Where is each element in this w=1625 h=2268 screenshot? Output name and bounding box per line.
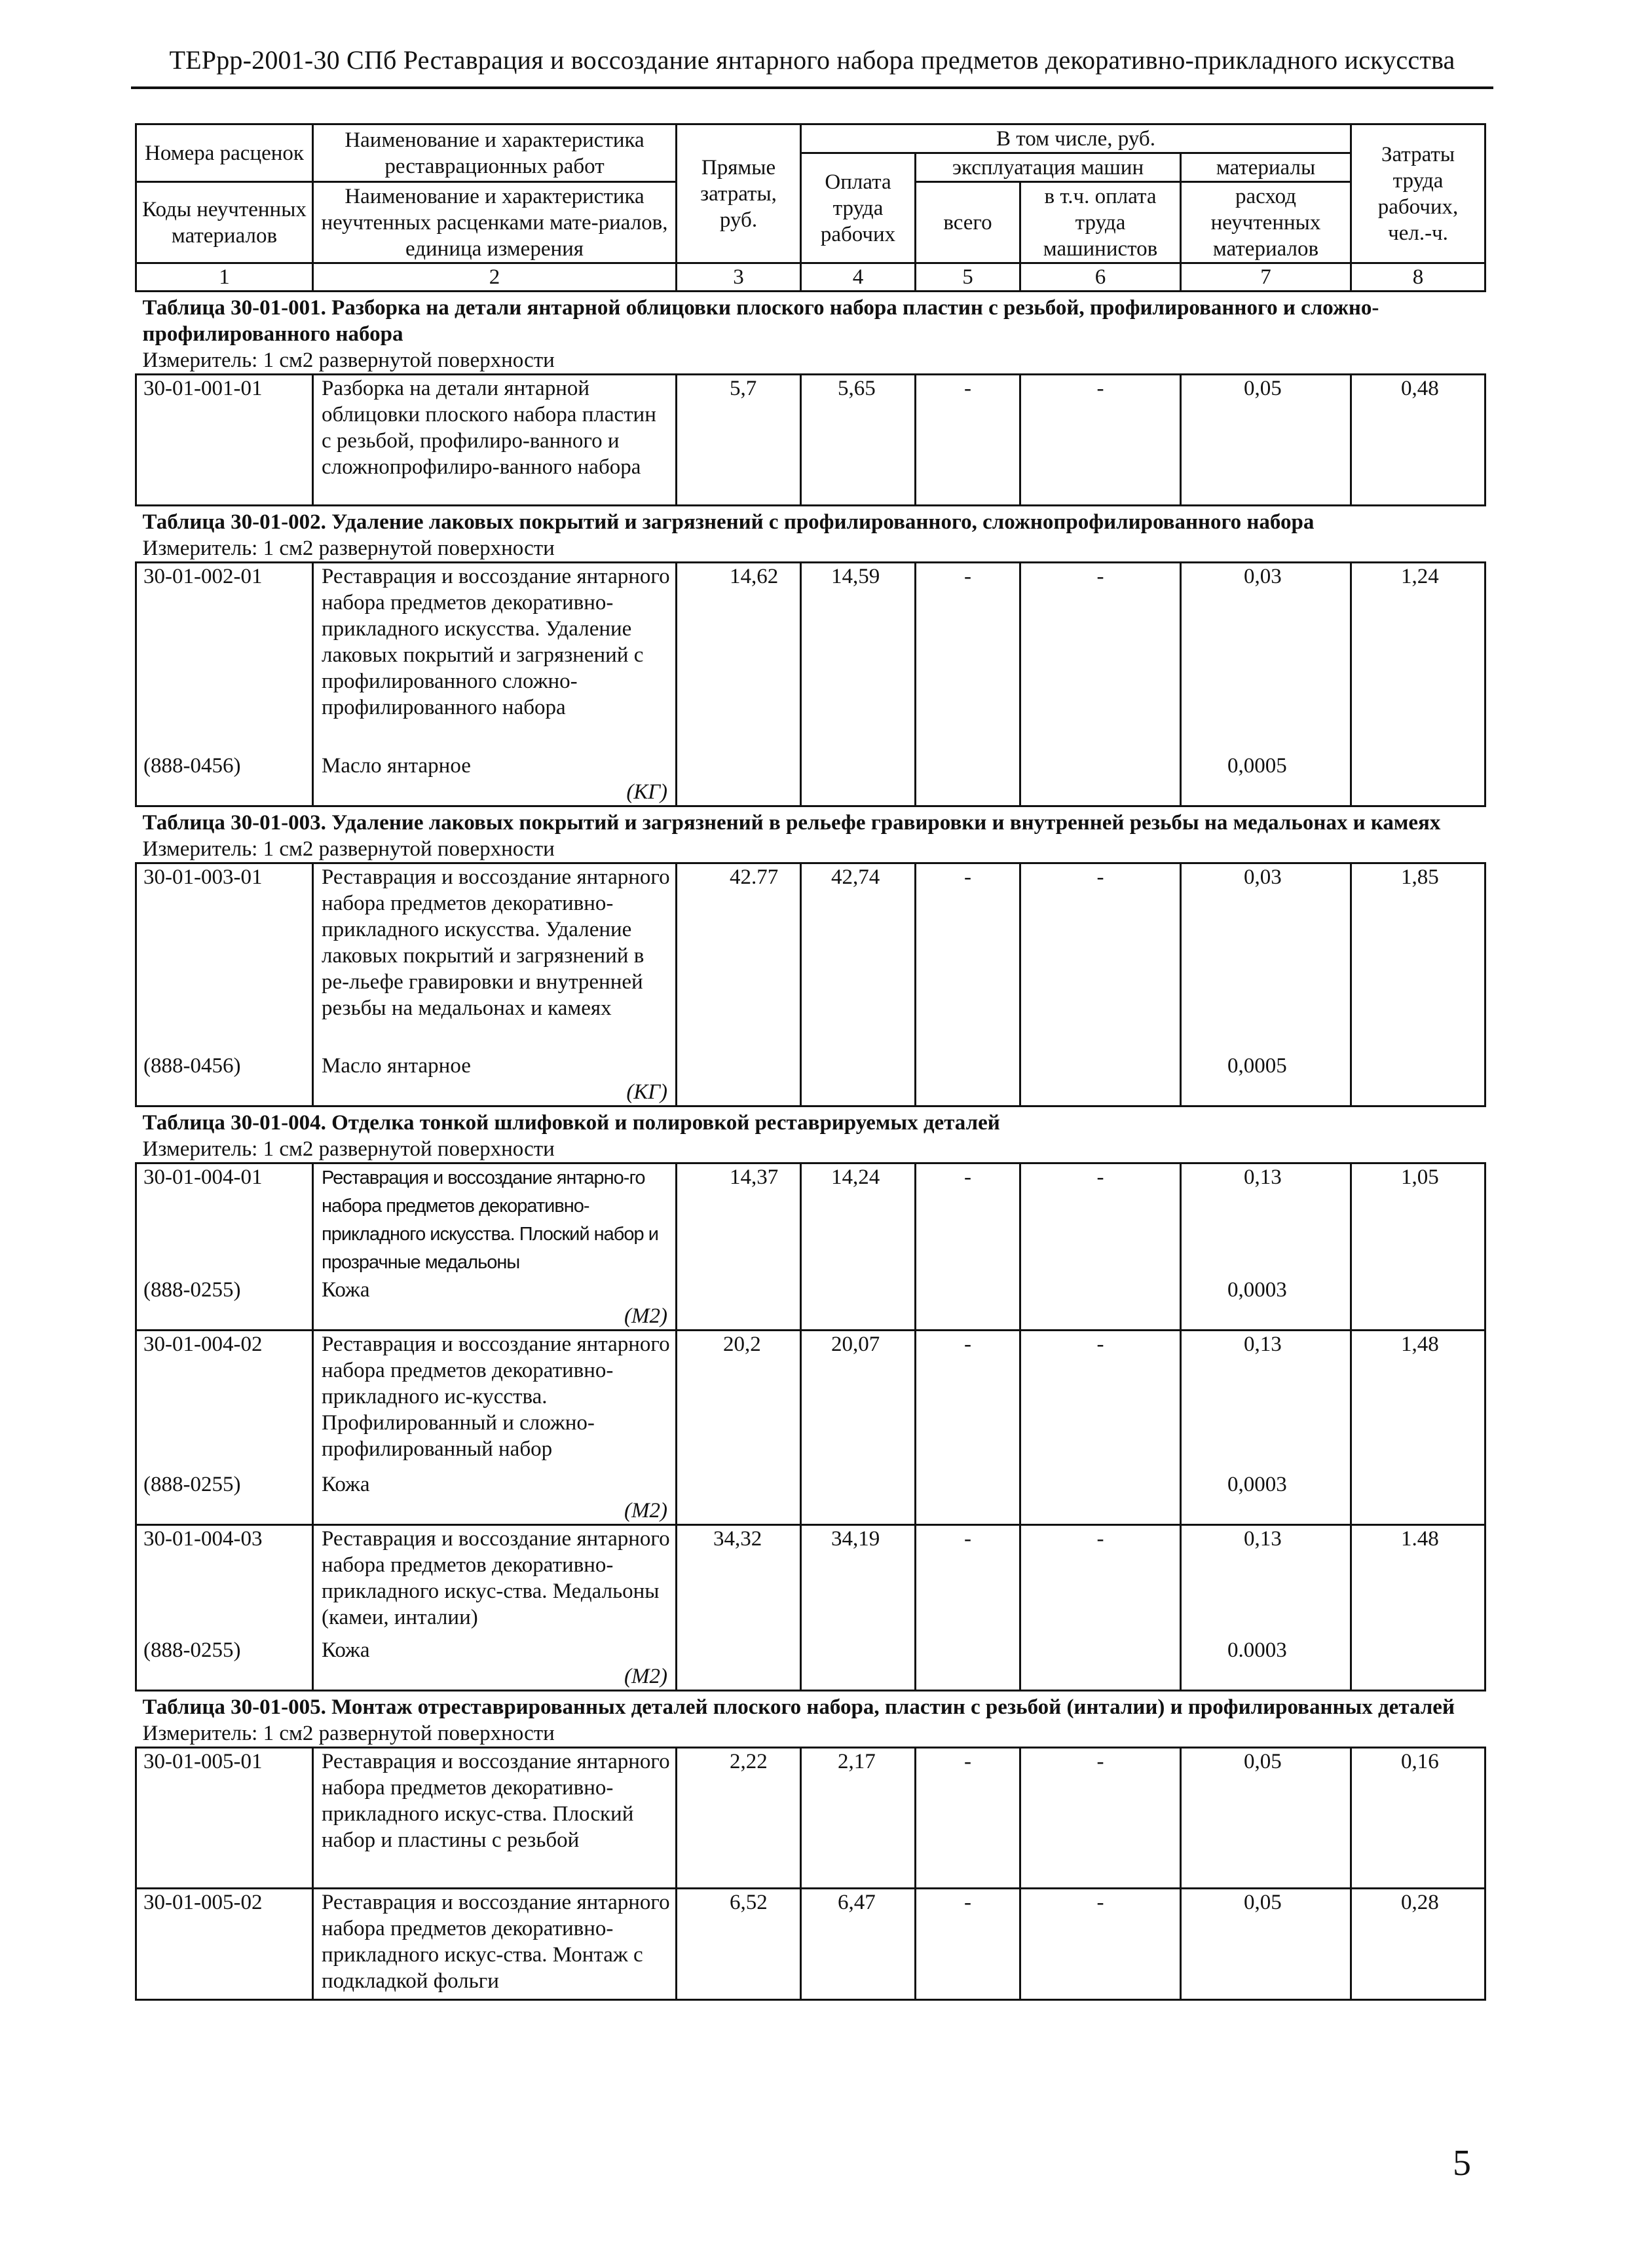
material-consumption: 0,0005 — [1181, 753, 1351, 806]
material-name-cell — [313, 1637, 677, 1691]
col-number: 1 — [136, 263, 313, 292]
rate-code: 30-01-005-02 — [136, 1889, 313, 2000]
measure-unit: Измеритель: 1 см2 развернутой поверхности — [136, 1136, 1485, 1163]
material-name-cell — [313, 753, 677, 806]
material-name: Масло янтарное — [322, 753, 471, 778]
direct-costs: 14,37 — [677, 1163, 801, 1331]
machines-total: - — [916, 863, 1020, 1106]
rate-name: Разборка на детали янтарной облицовки плоского набора пластин с резьбой, профилиро-ванного и сложнопрофилиро-ванного набора — [313, 375, 677, 506]
labor: 0,28 — [1351, 1889, 1485, 2000]
materials: 0,05 — [1181, 1889, 1351, 2000]
col-number: 4 — [801, 263, 916, 292]
rate-code: 30-01-001-01 — [136, 375, 313, 506]
rate-name: Реставрация и воссоздание янтарного набора предметов декоративно-прикладного ис-кусства. Профилированный и сложно-профилированный набор — [313, 1331, 677, 1471]
material-unit: (М2) — [624, 1498, 667, 1522]
direct-costs: 2,22 — [677, 1748, 801, 1889]
measure-unit: Измеритель: 1 см2 развернутой поверхности — [136, 347, 1485, 375]
labor: 1,85 — [1351, 863, 1485, 1106]
rate-code: 30-01-004-02 — [136, 1331, 313, 1471]
material-name: Кожа — [322, 1638, 370, 1662]
machines-total: - — [916, 1889, 1020, 2000]
col-header-name-bottom: Наименование и характеристика неучтенных расценками мате-риалов, единица измерения — [313, 182, 677, 263]
material-name-cell — [313, 1053, 677, 1106]
direct-costs: 42.77 — [677, 863, 801, 1106]
material-unit: (М2) — [624, 1304, 667, 1328]
col-number: 2 — [313, 263, 677, 292]
page-header: ТЕРрр-2001-30 СПб Реставрация и воссоздание янтарного набора предметов декоративно-прикладного искусства — [169, 45, 1455, 75]
machines-total: - — [916, 1163, 1020, 1331]
material-name: Кожа — [322, 1472, 370, 1496]
labor: 0,48 — [1351, 375, 1485, 506]
col-header-machinist-wages: в т.ч. оплата труда машинистов — [1020, 182, 1181, 263]
material-code: (888-0255) — [136, 1637, 313, 1691]
direct-costs: 5,7 — [677, 375, 801, 506]
page-number: 5 — [1453, 2143, 1471, 2183]
material-name: Масло янтарное — [322, 1054, 471, 1078]
machinist-wages: - — [1020, 1889, 1181, 2000]
rate-code: 30-01-004-01 — [136, 1163, 313, 1277]
col-header-materials: материалы — [1181, 153, 1351, 182]
measure-unit: Измеритель: 1 см2 развернутой поверхности — [136, 836, 1485, 863]
rate-name: Реставрация и воссоздание янтарно-го набора предметов декоративно-прикладного искусства. Плоский набор и прозрачные медальоны — [313, 1163, 677, 1277]
materials: 0,05 — [1181, 375, 1351, 506]
rate-name: Реставрация и воссоздание янтарного набора предметов декоративно-прикладного искус-ства. Медальоны (камеи, инталии) — [313, 1524, 677, 1637]
rate-name: Реставрация и воссоздание янтарного набора предметов декоративно-прикладного искус-ства. Монтаж с подкладкой фольги — [313, 1889, 677, 2000]
col-header-wages: Оплата труда рабочих — [801, 153, 916, 263]
material-code: (888-0255) — [136, 1471, 313, 1525]
col-number: 6 — [1020, 263, 1181, 292]
machinist-wages: - — [1020, 1524, 1181, 1691]
machines-total: - — [916, 563, 1020, 806]
machinist-wages: - — [1020, 375, 1181, 506]
direct-costs: 14,62 — [677, 563, 801, 806]
wages: 20,07 — [801, 1331, 916, 1525]
machinist-wages: - — [1020, 563, 1181, 806]
col-header-including: В том числе, руб. — [801, 124, 1351, 153]
direct-costs: 20,2 — [677, 1331, 801, 1525]
measure-unit: Измеритель: 1 см2 развернутой поверхности — [136, 1720, 1485, 1748]
table-title: Таблица 30-01-005. Монтаж отреставрированных деталей плоского набора, пластин с резьбой (инталии) и профилированных деталей — [142, 1695, 1455, 1719]
measure-unit: Измеритель: 1 см2 развернутой поверхности — [136, 535, 1485, 563]
col-number: 8 — [1351, 263, 1485, 292]
wages: 6,47 — [801, 1889, 916, 2000]
material-consumption: 0,0003 — [1181, 1277, 1351, 1331]
labor: 0,16 — [1351, 1748, 1485, 1889]
labor: 1,24 — [1351, 563, 1485, 806]
rate-code: 30-01-003-01 — [136, 863, 313, 1053]
materials: 0,13 — [1181, 1524, 1351, 1637]
material-unit: (КГ) — [626, 780, 667, 804]
direct-costs: 6,52 — [677, 1889, 801, 2000]
table-title: Таблица 30-01-004. Отделка тонкой шлифовкой и полировкой реставрируемых деталей — [142, 1111, 1000, 1135]
rate-name: Реставрация и воссоздание янтарного набора предметов декоративно-прикладного искусства. Удаление лаковых покрытий и загрязнений с профилированного сложно-профилированного набора — [313, 563, 677, 753]
labor: 1,48 — [1351, 1331, 1485, 1525]
table-title: Таблица 30-01-003. Удаление лаковых покрытий и загрязнений в рельефе гравировки и внутренней резьбы на медальонах и камеях — [142, 810, 1441, 835]
wages: 42,74 — [801, 863, 916, 1106]
material-name-cell — [313, 1471, 677, 1525]
rate-code: 30-01-002-01 — [136, 563, 313, 753]
machines-total: - — [916, 1524, 1020, 1691]
col-header-codes-top: Номера расценок — [136, 124, 313, 182]
col-number: 5 — [916, 263, 1020, 292]
material-code: (888-0255) — [136, 1277, 313, 1331]
col-header-labor: Затраты труда рабочих, чел.-ч. — [1351, 124, 1485, 263]
wages: 2,17 — [801, 1748, 916, 1889]
machines-total: - — [916, 1331, 1020, 1525]
machinist-wages: - — [1020, 863, 1181, 1106]
materials: 0,05 — [1181, 1748, 1351, 1889]
machinist-wages: - — [1020, 1163, 1181, 1331]
col-header-machines: эксплуатация машин — [916, 153, 1181, 182]
labor: 1,05 — [1351, 1163, 1485, 1331]
machines-total: - — [916, 375, 1020, 506]
material-unit: (М2) — [624, 1665, 667, 1688]
wages: 5,65 — [801, 375, 916, 506]
material-code: (888-0456) — [136, 753, 313, 806]
rate-code: 30-01-004-03 — [136, 1524, 313, 1637]
material-unit: (КГ) — [626, 1080, 667, 1104]
col-header-machines-total: всего — [916, 182, 1020, 263]
material-name-cell — [313, 1277, 677, 1331]
machinist-wages: - — [1020, 1748, 1181, 1889]
materials: 0,13 — [1181, 1163, 1351, 1277]
rate-name: Реставрация и воссоздание янтарного набора предметов декоративно-прикладного искус-ства. Плоский набор и пластины с резьбой — [313, 1748, 677, 1889]
material-code: (888-0456) — [136, 1053, 313, 1106]
rate-name: Реставрация и воссоздание янтарного набора предметов декоративно-прикладного искусства. Удаление лаковых покрытий и загрязнений в ре-льефе гравировки и внутренней резьбы на медальонах и камеях — [313, 863, 677, 1053]
header-rule — [131, 86, 1493, 89]
col-header-codes-bottom: Коды неучтенных материалов — [136, 182, 313, 263]
material-name: Кожа — [322, 1278, 370, 1302]
col-number: 7 — [1181, 263, 1351, 292]
materials: 0,03 — [1181, 563, 1351, 753]
price-table — [135, 123, 1486, 2001]
table-title: Таблица 30-01-002. Удаление лаковых покрытий и загрязнений с профилированного, сложнопрофилированного набора — [142, 510, 1315, 534]
material-consumption: 0,0005 — [1181, 1053, 1351, 1106]
wages: 34,19 — [801, 1524, 916, 1691]
machines-total: - — [916, 1748, 1020, 1889]
rate-code: 30-01-005-01 — [136, 1748, 313, 1889]
machinist-wages: - — [1020, 1331, 1181, 1525]
col-number: 3 — [677, 263, 801, 292]
col-header-unaccounted-materials: расход неучтенных материалов — [1181, 182, 1351, 263]
labor: 1.48 — [1351, 1524, 1485, 1691]
col-header-direct-costs: Прямые затраты, руб. — [677, 124, 801, 263]
materials: 0,03 — [1181, 863, 1351, 1053]
material-consumption: 0.0003 — [1181, 1637, 1351, 1691]
table-title: Таблица 30-01-001. Разборка на детали янтарной облицовки плоского набора пластин с резьбой, профилированного и сложно-профилированного набора — [142, 296, 1379, 346]
wages: 14,59 — [801, 563, 916, 806]
materials: 0,13 — [1181, 1331, 1351, 1471]
wages: 14,24 — [801, 1163, 916, 1331]
direct-costs: 34,32 — [677, 1524, 801, 1691]
material-consumption: 0,0003 — [1181, 1471, 1351, 1525]
col-header-name-top: Наименование и характеристика реставрационных работ — [313, 124, 677, 182]
